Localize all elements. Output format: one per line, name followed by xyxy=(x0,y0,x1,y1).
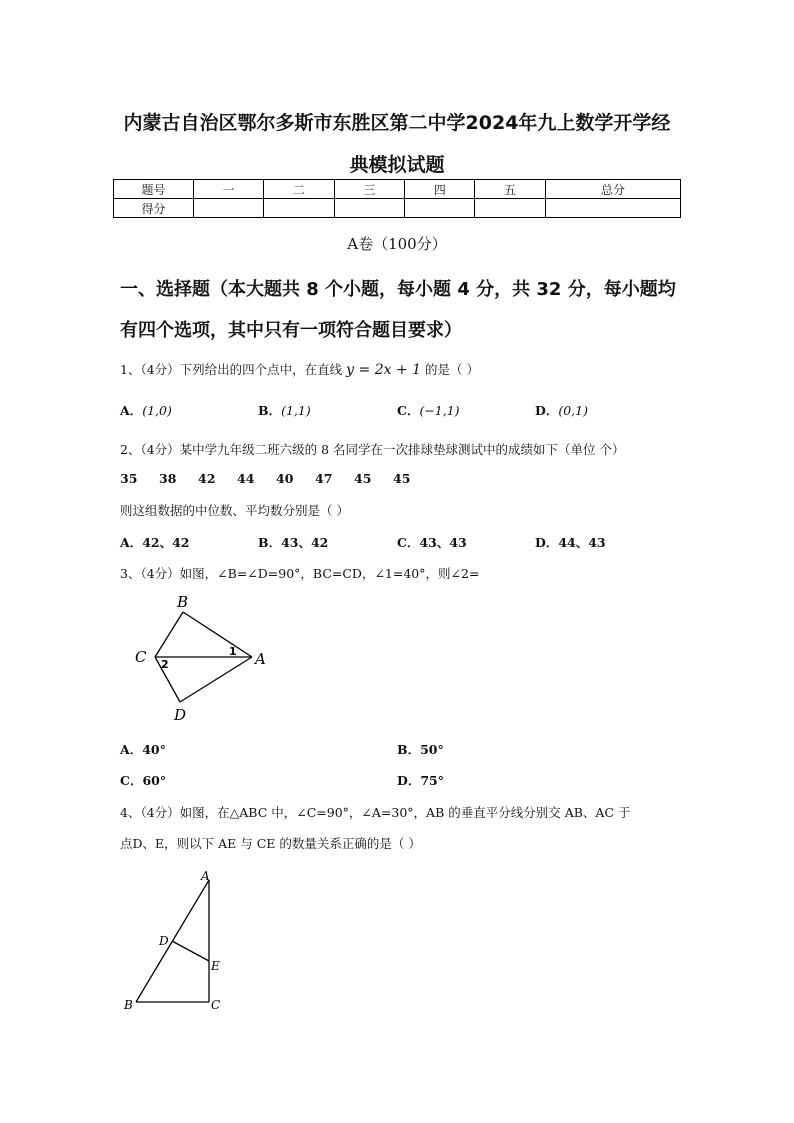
score-table-score-row xyxy=(114,199,681,218)
score-cell xyxy=(545,199,680,218)
question-4-line2: 点D、E，则以下 AE 与 CE 的数量关系正确的是（ ） xyxy=(120,836,421,851)
q1-option-a[interactable]: A．(1,0) xyxy=(120,403,172,418)
q3-option-c[interactable]: C．60° xyxy=(120,773,167,788)
section-heading-line1: 一、选择题（本大题共 8 个小题，每小题 4 分，共 32 分，每小题均 xyxy=(120,279,676,300)
score-header-cell: 一 xyxy=(194,180,264,199)
q1-text: 1、（4分）下列给出的四个点中，在直线 xyxy=(120,362,343,377)
doc-title-line2: 典模拟试题 xyxy=(349,154,445,176)
doc-title-line1: 内蒙古自治区鄂尔多斯市东胜区第二中学2024年九上数学开学经 xyxy=(123,112,671,134)
q4-label-d: D xyxy=(159,934,169,948)
score-cell xyxy=(194,199,264,218)
question-2: 2、（4分）某中学九年级二班六级的 8 名同学在一次排球垫球测试中的成绩如下（单位 个） xyxy=(120,442,625,457)
q4-label-e: E xyxy=(211,959,220,973)
q4-label-c: C xyxy=(211,998,221,1012)
q3-angle-2: 2 xyxy=(161,658,169,671)
q3-option-a[interactable]: A．40° xyxy=(120,742,166,757)
score-table xyxy=(113,179,681,218)
q4-label-b: B xyxy=(124,998,133,1012)
score-header-cell: 二 xyxy=(264,180,334,199)
q2-option-b[interactable]: B．43、42 xyxy=(258,535,329,550)
q2-question: 则这组数据的中位数、平均数分别是（ ） xyxy=(120,503,349,518)
q2-scores xyxy=(120,471,432,486)
q3-label-b: B xyxy=(177,593,189,611)
q1-option-c[interactable]: C．(−1,1) xyxy=(397,403,460,418)
question-4-line1: 4、（4分）如图，在△ABC 中，∠C=90°，∠A=30°，AB 的垂直平分线分别交 AB、AC 于 xyxy=(120,805,631,820)
q3-figure xyxy=(130,590,280,725)
q4-figure xyxy=(118,868,238,1018)
q3-option-d[interactable]: D．75° xyxy=(397,773,444,788)
q2-score: 35 xyxy=(120,471,138,486)
q2-score: 44 xyxy=(237,471,255,486)
question-1 xyxy=(120,360,479,378)
q4-edge-de xyxy=(172,941,209,961)
q2-score: 42 xyxy=(198,471,216,486)
q3-angle-1: 1 xyxy=(229,645,237,658)
score-cell xyxy=(264,199,334,218)
score-cell xyxy=(475,199,545,218)
q1-formula: y = 2x + 1 xyxy=(346,362,422,378)
score-header-cell: 总分 xyxy=(545,180,680,199)
q1-option-b[interactable]: B．(1,1) xyxy=(258,403,311,418)
q2-score: 38 xyxy=(159,471,177,486)
q3-label-d: D xyxy=(174,706,187,724)
question-3: 3、（4分）如图，∠B=∠D=90°，BC=CD，∠1=40°，则∠2= xyxy=(120,566,480,581)
score-header-cell: 三 xyxy=(334,180,404,199)
q3-edge-da xyxy=(180,657,252,702)
q2-option-a[interactable]: A．42、42 xyxy=(120,535,190,550)
q3-label-c: C xyxy=(135,648,147,666)
score-row-label: 得分 xyxy=(114,199,194,218)
q1-option-d[interactable]: D．(0,1) xyxy=(535,403,588,418)
score-cell xyxy=(334,199,404,218)
score-header-cell: 五 xyxy=(475,180,545,199)
q3-option-b[interactable]: B．50° xyxy=(397,742,444,757)
score-table-header-row xyxy=(114,180,681,199)
q2-score: 40 xyxy=(276,471,294,486)
q3-edge-ba xyxy=(183,612,252,657)
q2-score: 45 xyxy=(393,471,411,486)
q3-label-a: A xyxy=(255,650,266,668)
q3-edge-bc xyxy=(155,612,183,657)
q1-text-end: 的是（ ） xyxy=(425,362,480,377)
score-header-cell: 四 xyxy=(405,180,475,199)
q2-score: 45 xyxy=(354,471,372,486)
section-heading-line2: 有四个选项，其中只有一项符合题目要求） xyxy=(120,320,462,341)
score-header-cell: 题号 xyxy=(114,180,194,199)
q2-score: 47 xyxy=(315,471,333,486)
q2-option-d[interactable]: D．44、43 xyxy=(535,535,606,550)
q2-option-c[interactable]: C．43、43 xyxy=(397,535,467,550)
volume-heading: A卷（100分） xyxy=(347,235,447,253)
score-cell xyxy=(405,199,475,218)
q4-label-a: A xyxy=(201,869,210,883)
